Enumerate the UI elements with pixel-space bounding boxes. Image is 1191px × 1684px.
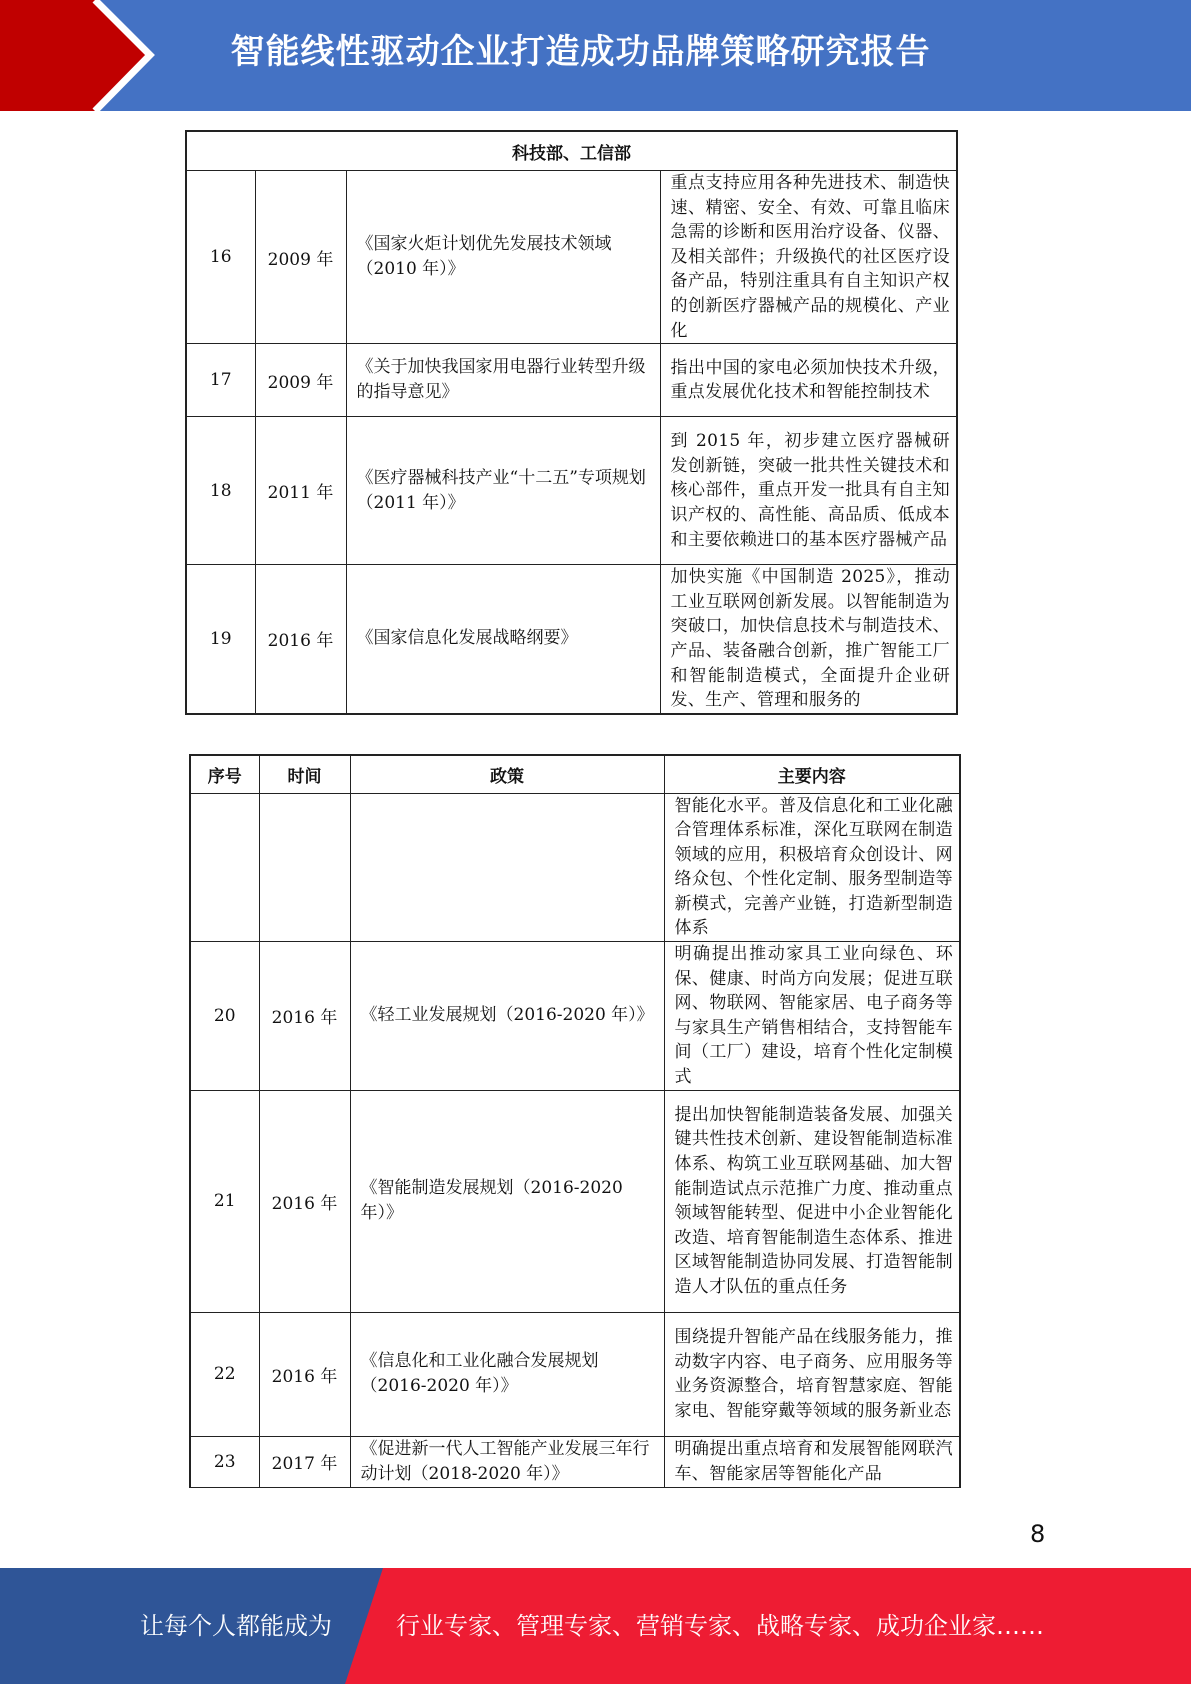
row-policy: 《促进新一代人工智能产业发展三年行动计划（2018-2020 年）》 [350, 1436, 664, 1487]
row-policy: 《国家火炬计划优先发展技术领域（2010 年）》 [346, 171, 660, 344]
row-time: 2011 年 [255, 417, 346, 565]
row-policy: 《医疗器械科技产业“十二五”专项规划（2011 年）》 [346, 417, 660, 565]
row-content: 到 2015 年，初步建立医疗器械研发创新链，突破一批共性关键技术和核心部件，重点开发一批具有自主知识产权的、高性能、高品质、低成本和主要依赖进口的基本医疗器械产品 [660, 417, 957, 565]
row-content: 围绕提升智能产品在线服务能力，推动数字内容、电子商务、应用服务等业务资源整合，培育智慧家庭、智能家电、智能穿戴等领域的服务新业态 [664, 1312, 960, 1436]
row-content: 重点支持应用各种先进技术、制造快速、精密、安全、有效、可靠且临床急需的诊断和医用治疗设备、仪器、及相关部件；升级换代的社区医疗设备产品，特别注重具有自主知识产权的创新医疗器械产品的规模化、产业化 [660, 171, 957, 344]
header-policy: 政策 [350, 755, 664, 793]
row-time: 2009 年 [255, 344, 346, 417]
table-header-row [190, 755, 960, 793]
row-time: 2016 年 [259, 942, 350, 1091]
policy-table-continued [185, 130, 958, 715]
row-number: 23 [190, 1436, 259, 1487]
footer-slogan-right: 行业专家、管理专家、营销专家、战略专家、成功企业家…… [396, 1612, 1044, 1640]
policy-table [189, 754, 961, 1488]
page-header [0, 0, 1191, 111]
report-title: 智能线性驱动企业打造成功品牌策略研究报告 [230, 32, 931, 72]
row-content: 明确提出重点培育和发展智能网联汽车、智能家居等智能化产品 [664, 1436, 960, 1487]
row-time [259, 793, 350, 942]
row-policy: 《关于加快我国家用电器行业转型升级的指导意见》 [346, 344, 660, 417]
table-row [190, 1436, 960, 1487]
row-number: 16 [186, 171, 255, 344]
table-row [186, 417, 957, 565]
row-number: 17 [186, 344, 255, 417]
section-label: 科技部、工信部 [186, 131, 957, 171]
row-content: 指出中国的家电必须加快技术升级，重点发展优化技术和智能控制技术 [660, 344, 957, 417]
row-time: 2017 年 [259, 1436, 350, 1487]
table-row [186, 565, 957, 714]
row-number: 19 [186, 565, 255, 714]
table-row [190, 942, 960, 1091]
row-time: 2009 年 [255, 171, 346, 344]
section-row [186, 131, 957, 171]
footer-slogan-left: 让每个人都能成为 [140, 1612, 332, 1640]
table-row [186, 344, 957, 417]
header-content: 主要内容 [664, 755, 960, 793]
row-policy [350, 793, 664, 942]
header-time: 时间 [259, 755, 350, 793]
row-policy: 《国家信息化发展战略纲要》 [346, 565, 660, 714]
row-number: 22 [190, 1312, 259, 1436]
row-number: 21 [190, 1090, 259, 1312]
header-no: 序号 [190, 755, 259, 793]
row-time: 2016 年 [259, 1312, 350, 1436]
row-content: 加快实施《中国制造 2025》，推动工业互联网创新发展。以智能制造为突破口，加快信息技术与制造技术、产品、装备融合创新，推广智能工厂和智能制造模式，全面提升企业研发、生产、管理和服务的 [660, 565, 957, 714]
page-footer [0, 1568, 1191, 1684]
row-content: 明确提出推动家具工业向绿色、环保、健康、时尚方向发展；促进互联网、物联网、智能家居、电子商务等与家具生产销售相结合，支持智能车间（工厂）建设，培育个性化定制模式 [664, 942, 960, 1091]
table-row [190, 1090, 960, 1312]
table-row [190, 1312, 960, 1436]
red-chevron-decoration [0, 0, 160, 111]
row-policy: 《信息化和工业化融合发展规划（2016-2020 年）》 [350, 1312, 664, 1436]
table-row [190, 793, 960, 942]
row-number: 20 [190, 942, 259, 1091]
row-content: 提出加快智能制造装备发展、加强关键共性技术创新、建设智能制造标准体系、构筑工业互联网基础、加大智能制造试点示范推广力度、推动重点领域智能转型、促进中小企业智能化改造、培育智能制造生态体系、推进区域智能制造协同发展、打造智能制造人才队伍的重点任务 [664, 1090, 960, 1312]
row-policy: 《轻工业发展规划（2016-2020 年）》 [350, 942, 664, 1091]
row-policy: 《智能制造发展规划（2016-2020 年）》 [350, 1090, 664, 1312]
page-number: 8 [1030, 1520, 1046, 1548]
table-row [186, 171, 957, 344]
row-time: 2016 年 [259, 1090, 350, 1312]
row-time: 2016 年 [255, 565, 346, 714]
row-number [190, 793, 259, 942]
row-content: 智能化水平。普及信息化和工业化融合管理体系标准，深化互联网在制造领域的应用，积极培育众创设计、网络众包、个性化定制、服务型制造等新模式，完善产业链，打造新型制造体系 [664, 793, 960, 942]
row-number: 18 [186, 417, 255, 565]
